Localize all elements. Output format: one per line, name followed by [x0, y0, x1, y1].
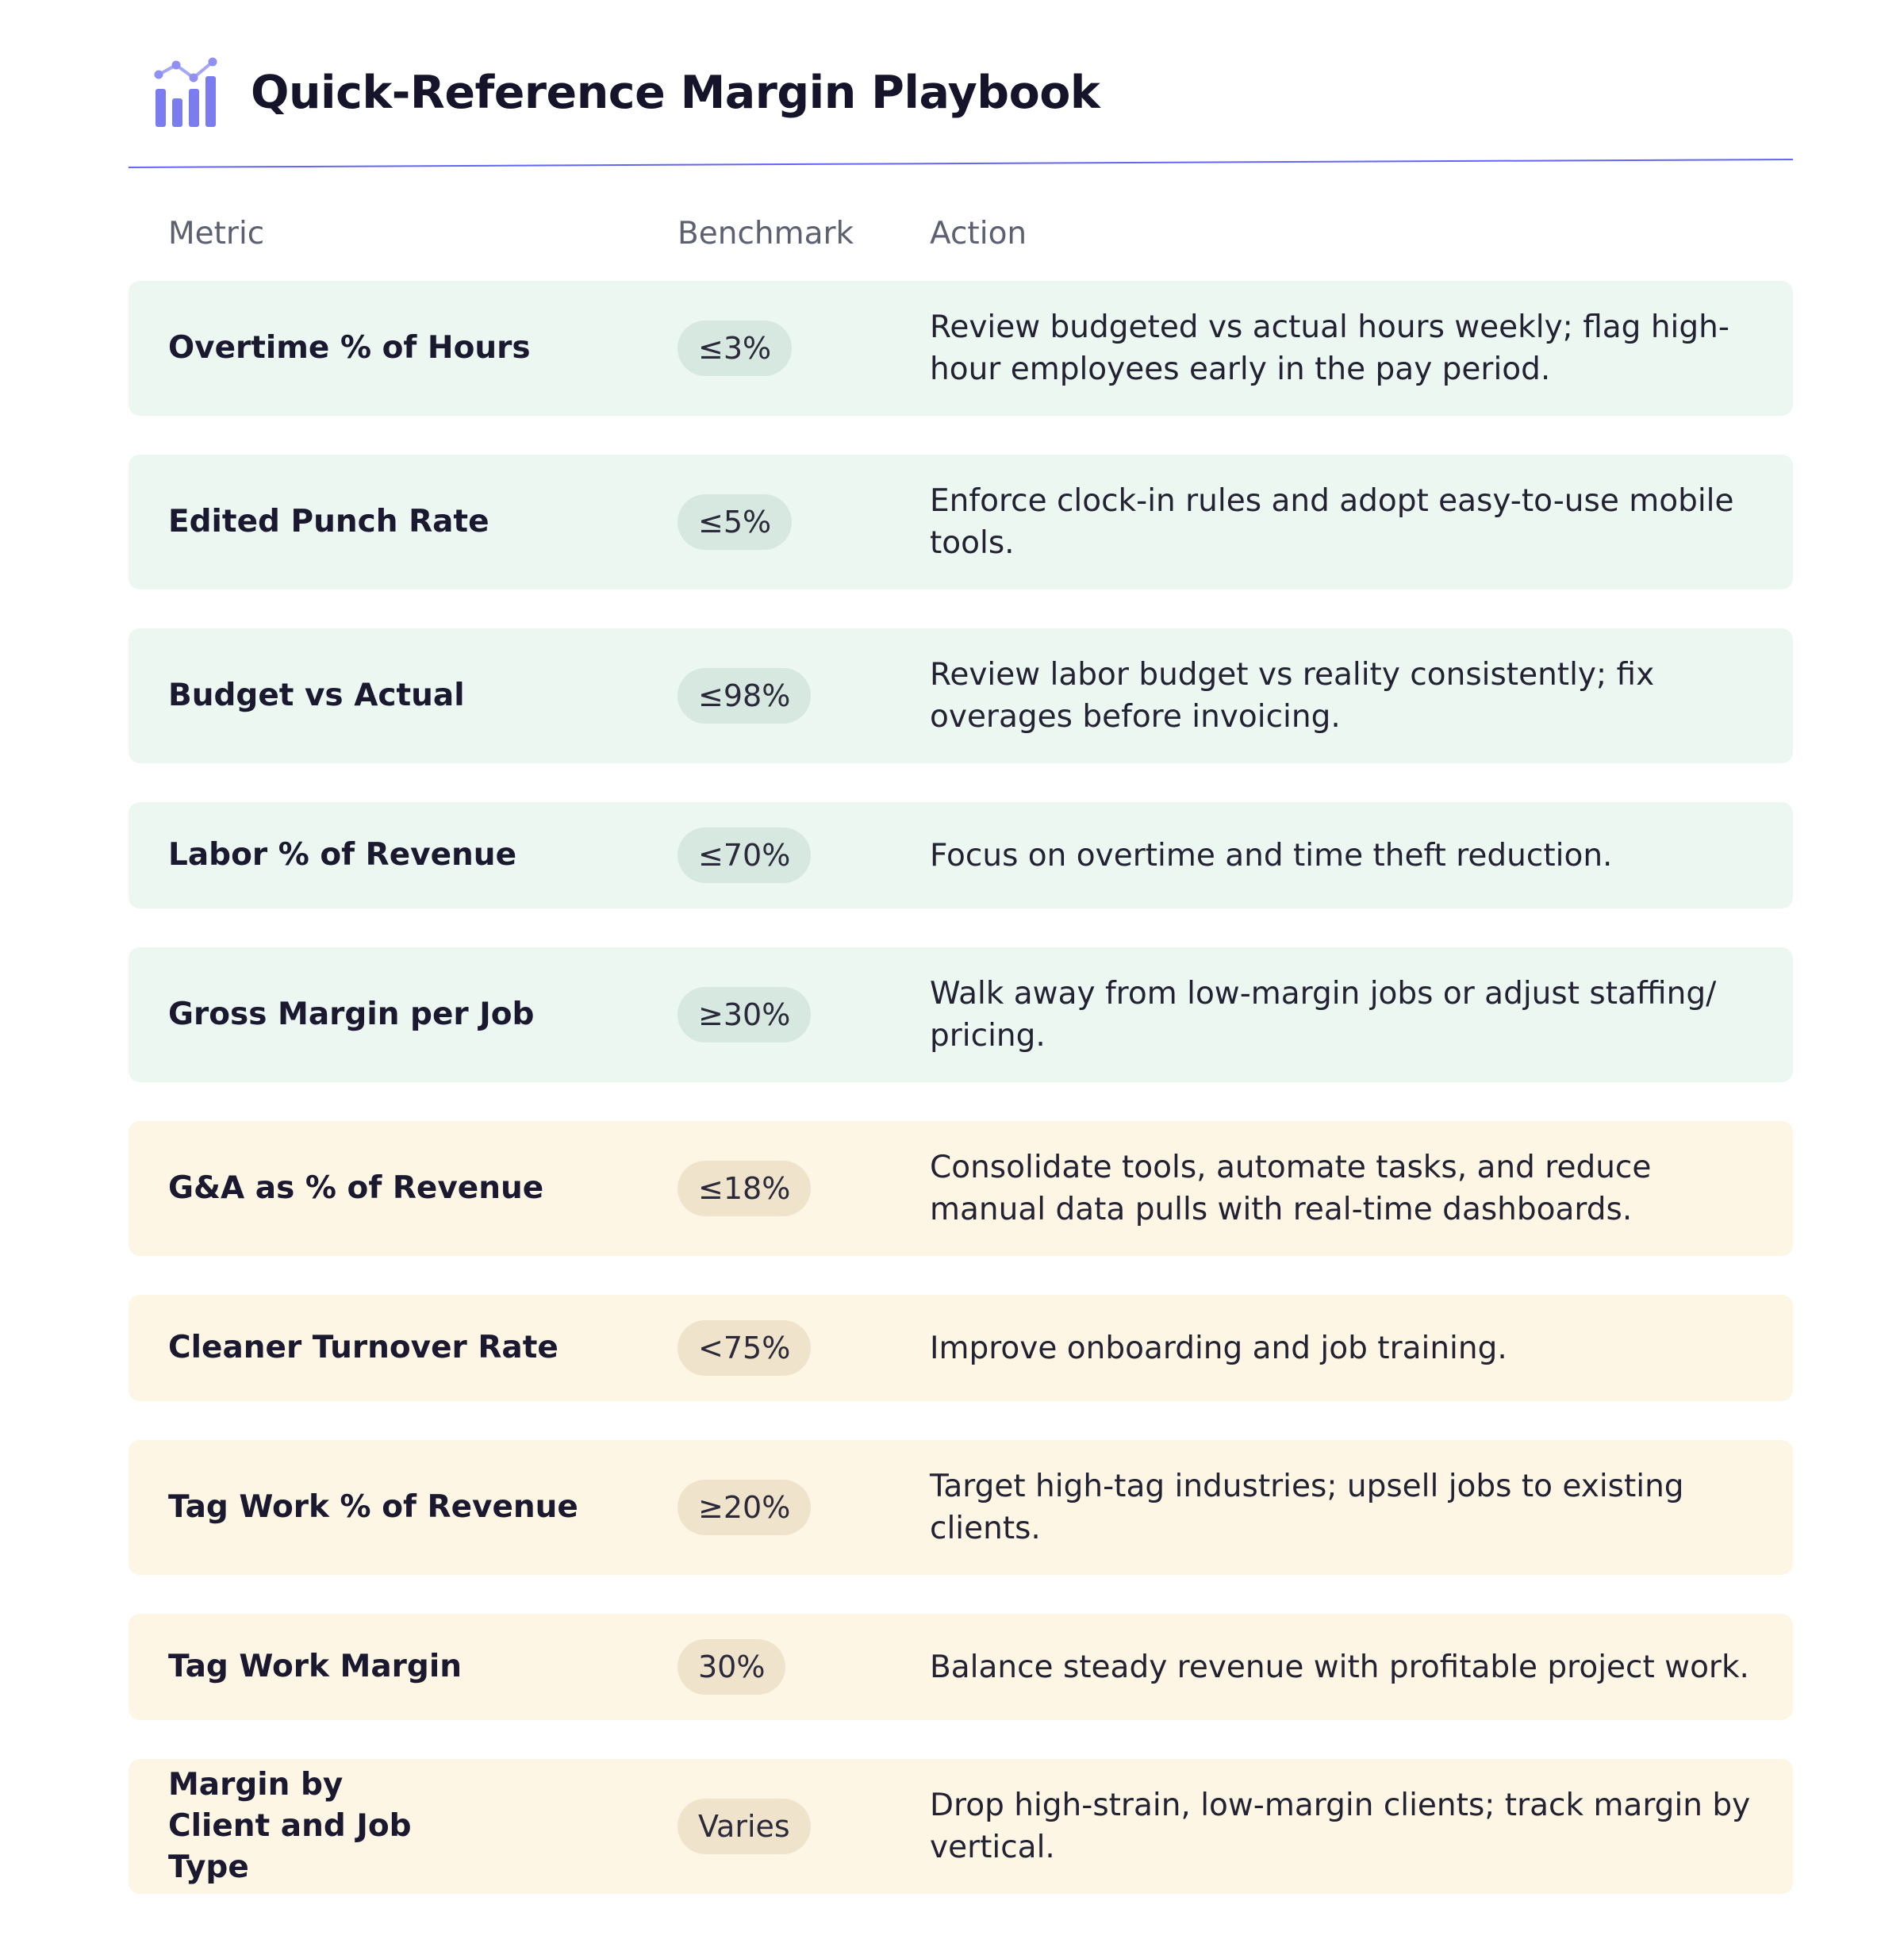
- column-header-metric: Metric: [168, 216, 265, 252]
- action-text: Balance steady revenue with profitable project work.: [930, 1649, 1749, 1685]
- table-row: [129, 802, 1793, 908]
- bar-chart-trend-icon: [152, 57, 221, 129]
- metric-label: Tag Work Margin: [168, 1649, 462, 1684]
- title-divider: [129, 154, 1793, 171]
- benchmark-badge: ≤5%: [678, 494, 792, 550]
- benchmark-badge: 30%: [678, 1639, 785, 1695]
- benchmark-badge: <75%: [678, 1320, 811, 1376]
- table-row: [129, 1295, 1793, 1401]
- table-row: [129, 628, 1793, 763]
- table-row: [129, 1121, 1793, 1256]
- column-header-benchmark: Benchmark: [678, 216, 854, 252]
- column-header-action: Action: [930, 216, 1027, 252]
- metric-label: Budget vs Actual: [168, 678, 465, 713]
- action-text: Target high-tag industries; upsell jobs to existing clients.: [930, 1469, 1684, 1546]
- benchmark-badge: ≥20%: [678, 1480, 811, 1535]
- metric-label: Margin by Client and Job Type: [168, 1767, 412, 1885]
- action-text: Walk away from low-margin jobs or adjust staffing/ pricing.: [930, 976, 1717, 1054]
- table-row: [129, 947, 1793, 1082]
- benchmark-badge: ≥30%: [678, 987, 811, 1043]
- benchmark-badge: Varies: [678, 1799, 811, 1854]
- metric-label: Labor % of Revenue: [168, 837, 517, 873]
- page-header: [152, 49, 1100, 136]
- action-text: Review budgeted vs actual hours weekly; flag high-hour employees early in the pay period.: [930, 309, 1729, 387]
- benchmark-badge: ≤98%: [678, 668, 811, 724]
- table-row: [129, 281, 1793, 416]
- table-row: [129, 455, 1793, 589]
- table-row: [129, 1614, 1793, 1720]
- action-text: Review labor budget vs reality consistently; fix overages before invoicing.: [930, 657, 1655, 735]
- benchmark-badge: ≤18%: [678, 1161, 811, 1216]
- metric-label: Cleaner Turnover Rate: [168, 1330, 559, 1365]
- metric-label: Gross Margin per Job: [168, 997, 535, 1032]
- action-text: Focus on overtime and time theft reduction.: [930, 837, 1613, 874]
- metric-label: G&A as % of Revenue: [168, 1170, 544, 1206]
- page-title: Quick-Reference Margin Playbook: [251, 67, 1100, 119]
- metric-label: Overtime % of Hours: [168, 330, 531, 366]
- metric-label: Tag Work % of Revenue: [168, 1489, 578, 1525]
- table-row: [129, 1440, 1793, 1575]
- benchmark-badge: ≤70%: [678, 828, 811, 883]
- metric-label: Edited Punch Rate: [168, 504, 489, 540]
- table-row: [129, 1759, 1793, 1894]
- action-text: Consolidate tools, automate tasks, and reduce manual data pulls with real-time dashboards.: [930, 1150, 1652, 1227]
- table-header: [129, 208, 1793, 263]
- action-text: Drop high-strain, low-margin clients; track margin by vertical.: [930, 1788, 1751, 1865]
- playbook-table: [129, 281, 1793, 1933]
- action-text: Improve onboarding and job training.: [930, 1330, 1507, 1366]
- action-text: Enforce clock-in rules and adopt easy-to-use mobile tools.: [930, 483, 1734, 561]
- benchmark-badge: ≤3%: [678, 321, 792, 376]
